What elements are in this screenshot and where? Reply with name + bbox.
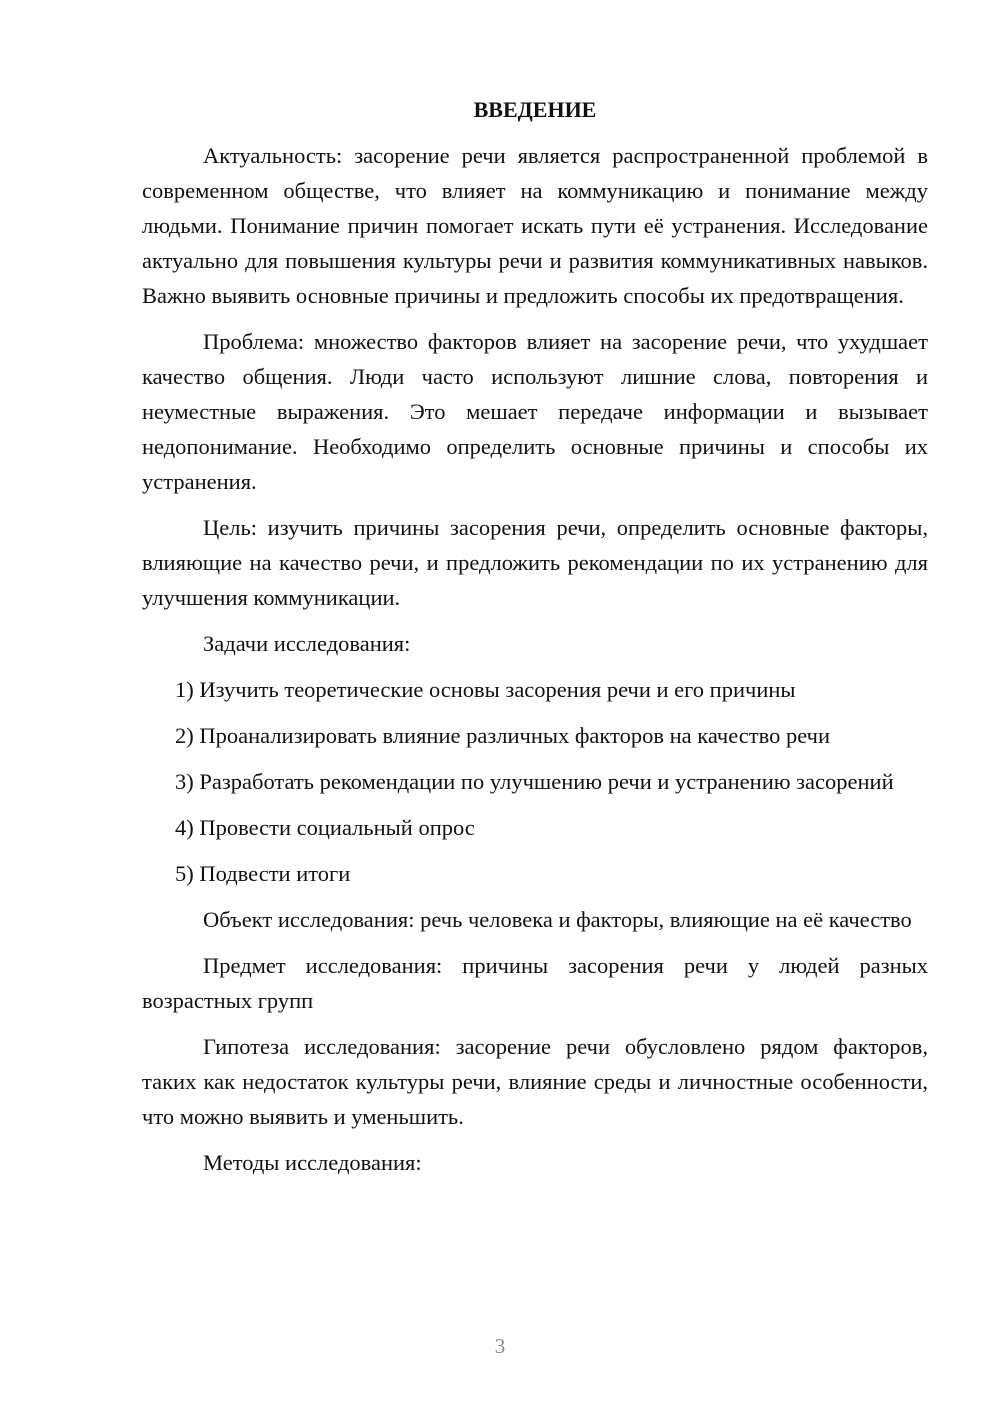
- methods-heading: Методы исследования:: [203, 1150, 422, 1175]
- subject-paragraph: Предмет исследования: причины засорения речи у людей разных возрастных групп: [142, 953, 928, 1013]
- task-item: 5) Подвести итоги: [175, 861, 351, 886]
- problem-paragraph: Проблема: множество факторов влияет на засорение речи, что ухудшает качество общения. Люди часто используют лишние слова, повторения и неуместные выражения. Это мешает передаче информации и вызывает недопонимание. Необходимо определить основные причины и способы их устранения.: [142, 329, 928, 494]
- object-paragraph: Объект исследования: речь человека и факторы, влияющие на её качество: [203, 907, 912, 932]
- task-item: 3) Разработать рекомендации по улучшению речи и устранению засорений: [175, 769, 894, 794]
- tasks-list: [142, 672, 928, 891]
- task-item: 1) Изучить теоретические основы засорения речи и его причины: [175, 677, 796, 702]
- document-title: ВВЕДЕНИЕ: [473, 97, 597, 122]
- task-item: 2) Проанализировать влияние различных факторов на качество речи: [175, 723, 830, 748]
- hypothesis-paragraph: Гипотеза исследования: засорение речи обусловлено рядом факторов, таких как недостаток культуры речи, влияние среды и личностные особенности, что можно выявить и уменьшить.: [142, 1034, 928, 1129]
- relevance-paragraph: Актуальность: засорение речи является распространенной проблемой в современном обществе, что влияет на коммуникацию и понимание между людьми. Понимание причин помогает искать пути её устранения. Исследование актуально для повышения культуры речи и развития коммуникативных навыков. Важно выявить основные причины и предложить способы их предотвращения.: [142, 143, 928, 308]
- page-number: 3: [494, 1334, 506, 1358]
- tasks-heading: Задачи исследования:: [203, 631, 411, 656]
- task-item: 4) Провести социальный опрос: [175, 815, 475, 840]
- goal-paragraph: Цель: изучить причины засорения речи, определить основные факторы, влияющие на качество речи, и предложить рекомендации по их устранению для улучшения коммуникации.: [142, 515, 928, 610]
- document-page: [142, 92, 928, 1191]
